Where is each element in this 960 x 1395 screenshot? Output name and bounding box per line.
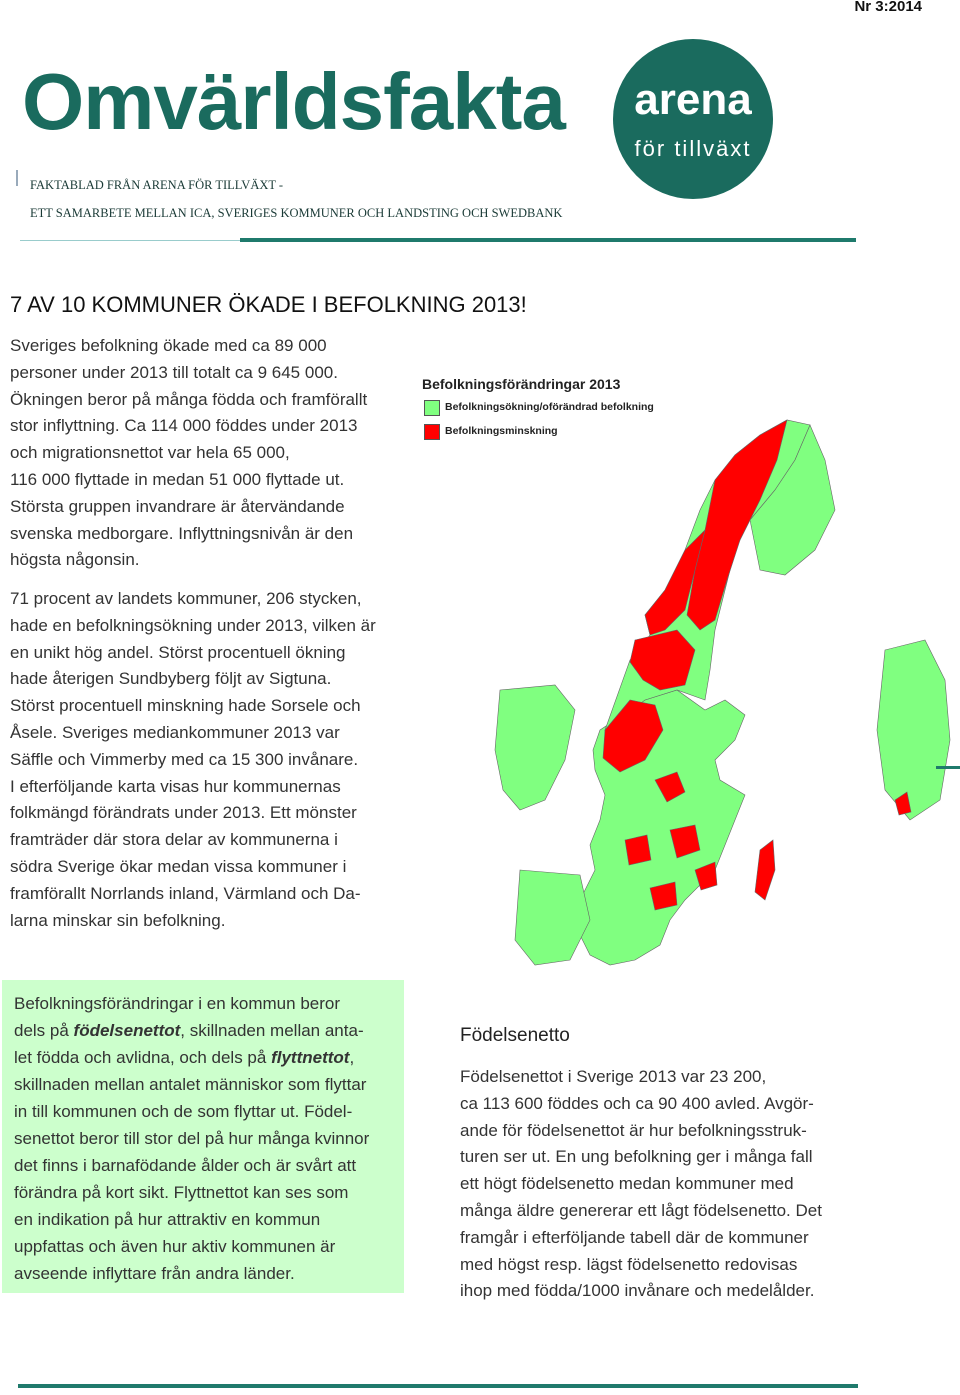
footer-rule: [18, 1384, 858, 1388]
inset-map-east: [877, 640, 950, 820]
intro-paragraph: [10, 333, 405, 574]
term-flyttnettot: flyttnettot: [271, 1048, 350, 1067]
text-line: hade en befolkningsökning under 2013, vilken är: [10, 615, 376, 635]
text-line: framträder där stora delar av kommunerna i: [10, 830, 338, 850]
text-line: det finns i barnafödande ålder och är svårt att: [14, 1156, 357, 1175]
text-line: svenska medborgare. Inflyttningsnivån är den: [10, 523, 354, 543]
text-line: ihop med födda/1000 invånare och medelålder.: [460, 1281, 815, 1301]
article-headline: 7 AV 10 KOMMUNER ÖKADE I BEFOLKNING 2013!: [10, 292, 527, 317]
arena-logo: [612, 38, 774, 200]
text-line: en unikt hög andel. Störst procentuell ökning: [10, 642, 346, 662]
masthead-subtitle-1: FAKTABLAD FRÅN ARENA FÖR TILLVÄXT -: [30, 178, 284, 192]
text-line: skillnaden mellan antalet människor som flyttar: [14, 1075, 367, 1094]
text-span: , skillnaden mellan anta-: [180, 1021, 364, 1040]
logo-word: arena: [634, 75, 752, 124]
text-line: Befolkningsförändringar i en kommun beror: [14, 994, 341, 1013]
issue-number: Nr 3:2014: [854, 0, 922, 15]
text-span: ,: [349, 1048, 355, 1067]
text-line: avseende inflyttare från andra länder.: [14, 1264, 295, 1283]
text-line: Säffle och Vimmerby med ca 15 300 invånare.: [10, 749, 359, 769]
text-span: let födda och avlidna, och dels på: [14, 1048, 272, 1067]
logo-tagline: för tillväxt: [634, 136, 752, 161]
text-line: 116 000 flyttade in medan 51 000 flyttade ut.: [10, 469, 345, 489]
info-box-text: [14, 990, 399, 1287]
text-line: larna minskar sin befolkning.: [10, 910, 226, 930]
text-line: många äldre genererar ett lågt födelsenetto. Det: [460, 1200, 822, 1220]
text-line: södra Sverige ökar medan vissa kommuner i: [10, 856, 347, 876]
header-thin-rule: [20, 240, 240, 241]
text-line: personer under 2013 till totalt ca 9 645 000.: [10, 362, 338, 382]
text-line: framförallt Norrlands inland, Värmland och Da-: [10, 883, 361, 903]
text-line: framgår i efterföljande tabell där de kommuner: [460, 1227, 809, 1247]
text-line: in till kommunen och de som flyttar ut. Födel-: [14, 1102, 353, 1121]
text-line: ett högt födelsenetto medan kommuner med: [460, 1174, 794, 1194]
text-line: 71 procent av landets kommuner, 206 stycken,: [10, 589, 362, 608]
masthead-subtitle-2: ETT SAMARBETE MELLAN ICA, SVERIGES KOMMUNER OCH LANDSTING OCH SWEDBANK: [30, 206, 563, 220]
text-span: dels på: [14, 1021, 74, 1040]
text-line: stor inflyttning. Ca 114 000 föddes under 2013: [10, 416, 358, 436]
municipalities-paragraph: [10, 586, 405, 934]
section-heading-fodelsenetto: Födelsenetto: [460, 1025, 570, 1046]
text-line: I efterföljande karta visas hur kommunernas: [10, 776, 341, 796]
text-line: en indikation på hur attraktiv en kommun: [14, 1210, 321, 1229]
sweden-municipality-map: [415, 400, 960, 980]
inset-map-west: [495, 685, 575, 810]
text-line: och migrationsnettot var hela 65 000,: [10, 443, 290, 463]
text-line: ande för födelsenettot är hur befolkningsstruk-: [460, 1120, 807, 1140]
margin-mark: [16, 170, 18, 186]
text-line: [14, 1044, 399, 1071]
text-line: Åsele. Sveriges mediankommuner 2013 var: [10, 722, 340, 742]
text-line: hade återigen Sundbyberg följt av Sigtuna.: [10, 669, 332, 689]
map-region-gotland: [755, 840, 775, 900]
text-line: med högst resp. lägst födelsenetto redovisas: [460, 1254, 798, 1274]
map-region-south-red-3: [625, 835, 651, 865]
term-fodelsenettot: födelsenettot: [73, 1021, 181, 1040]
text-line: Födelsenettot i Sverige 2013 var 23 200,: [460, 1067, 767, 1086]
inset-map-south: [515, 870, 590, 965]
text-line: senettot beror till stor del på hur många kvinnor: [14, 1129, 370, 1148]
masthead-title: Omvärldsfakta: [22, 57, 565, 146]
text-line: ca 113 600 föddes och ca 90 400 avled. Avgör-: [460, 1093, 814, 1113]
text-line: Ökningen beror på många födda och framförallt: [10, 389, 368, 409]
map-title: Befolkningsförändringar 2013: [422, 376, 621, 392]
text-line: Största gruppen invandrare är återvändande: [10, 496, 345, 516]
text-line: Störst procentuell minskning hade Sorsele och: [10, 696, 361, 716]
text-line: uppfattas och även hur aktiv kommunen är: [14, 1237, 336, 1256]
fodelsenetto-paragraph: [460, 1064, 850, 1305]
text-line: högsta någonsin.: [10, 550, 140, 570]
text-line: [14, 1017, 399, 1044]
text-line: folkmängd förändrats under 2013. Ett mönster: [10, 803, 357, 823]
header-rule: [240, 238, 856, 242]
legend-label-decrease: Befolkningsminskning: [445, 425, 558, 437]
text-line: Sveriges befolkning ökade med ca 89 000: [10, 336, 327, 355]
legend-label-increase: Befolkningsökning/oförändrad befolkning: [445, 401, 654, 413]
text-line: turen ser ut. En ung befolkning ger i många fall: [460, 1147, 813, 1167]
side-rule: [936, 766, 960, 769]
text-line: förändra på kort sikt. Flyttnettot kan ses som: [14, 1183, 349, 1202]
